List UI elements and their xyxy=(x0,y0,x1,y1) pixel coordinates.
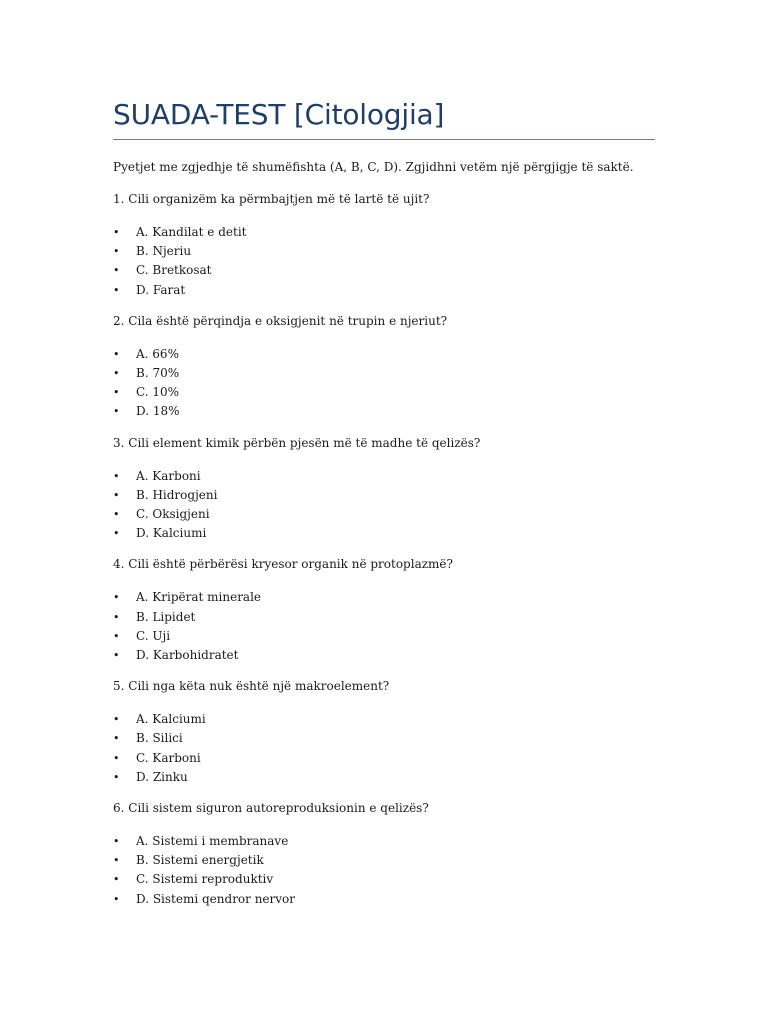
bullet-icon: • xyxy=(113,854,120,868)
answer-option xyxy=(113,870,655,889)
bullet-icon: • xyxy=(113,367,120,381)
answer-option-label: D. Sistemi qendror nervor xyxy=(136,891,296,906)
question-text: 5. Cili nga këta nuk është një makroelement? xyxy=(113,679,390,694)
instructions-paragraph: Pyetjet me zgjedhje të shumëfishta (A, B, C, D). Zgjidhni vetëm një përgjigje të saktë. xyxy=(113,160,634,174)
answer-option-label: C. Uji xyxy=(136,628,171,643)
question-text: 4. Cili është përbërësi kryesor organik në protoplazmë? xyxy=(113,557,453,572)
answer-option xyxy=(113,627,655,646)
answer-option-label: A. Sistemi i membranave xyxy=(136,834,289,849)
answer-option xyxy=(113,383,655,402)
answer-option xyxy=(113,402,655,421)
bullet-icon: • xyxy=(113,649,120,663)
bullet-icon: • xyxy=(113,508,120,522)
question-text: 1. Cili organizëm ka përmbajtjen më të lartë të ujit? xyxy=(113,192,430,206)
answer-option xyxy=(113,524,655,543)
answer-option-label: D. Farat xyxy=(136,282,186,297)
bullet-icon: • xyxy=(113,488,120,502)
bullet-icon: • xyxy=(113,347,120,361)
answer-option xyxy=(113,261,655,280)
question-block xyxy=(113,435,655,544)
answer-option xyxy=(113,223,655,242)
answer-options-list xyxy=(113,345,655,422)
bullet-icon: • xyxy=(113,732,120,746)
question-block xyxy=(113,191,655,300)
answer-option-label: C. Oksigjeni xyxy=(136,507,210,522)
answer-option xyxy=(113,364,655,383)
answer-option-label: B. 70% xyxy=(136,366,180,381)
bullet-icon: • xyxy=(113,629,120,643)
answer-option-label: A. Kalciumi xyxy=(136,712,206,727)
bullet-icon: • xyxy=(113,283,120,297)
bullet-icon: • xyxy=(113,386,120,400)
answer-option xyxy=(113,467,655,486)
answer-option xyxy=(113,281,655,300)
answer-option-label: D. Karbohidratet xyxy=(136,648,239,663)
question-text: 6. Cili sistem siguron autoreproduksionin e qelizës? xyxy=(113,801,429,816)
answer-options-list xyxy=(113,832,655,909)
question-list xyxy=(113,191,655,909)
answer-option xyxy=(113,832,655,851)
answer-options-list xyxy=(113,467,655,544)
answer-option-label: A. Kripërat minerale xyxy=(136,590,262,605)
answer-options-list xyxy=(113,223,655,300)
answer-option-label: B. Sistemi energjetik xyxy=(136,853,264,868)
bullet-icon: • xyxy=(113,610,120,624)
bullet-icon: • xyxy=(113,469,120,483)
answer-option-label: B. Njeriu xyxy=(136,244,192,259)
document-page xyxy=(113,92,655,922)
bullet-icon: • xyxy=(113,835,120,849)
answer-option xyxy=(113,890,655,909)
answer-option-label: C. Karboni xyxy=(136,750,201,765)
bullet-icon: • xyxy=(113,873,120,887)
answer-option xyxy=(113,486,655,505)
answer-option xyxy=(113,768,655,787)
answer-option xyxy=(113,729,655,748)
bullet-icon: • xyxy=(113,751,120,765)
question-text: 3. Cili element kimik përbën pjesën më të madhe të qelizës? xyxy=(113,435,481,450)
question-text: 2. Cila është përqindja e oksigjenit në trupin e njeriut? xyxy=(113,313,448,328)
bullet-icon: • xyxy=(113,264,120,278)
answer-option-label: B. Lipidet xyxy=(136,609,196,624)
answer-option-label: D. Zinku xyxy=(136,769,188,784)
bullet-icon: • xyxy=(113,591,120,605)
answer-options-list xyxy=(113,588,655,665)
answer-option xyxy=(113,588,655,607)
answer-option-label: B. Hidrogjeni xyxy=(136,487,218,502)
question-block xyxy=(113,313,655,422)
bullet-icon: • xyxy=(113,713,120,727)
bullet-icon: • xyxy=(113,770,120,784)
answer-option xyxy=(113,242,655,261)
bullet-icon: • xyxy=(113,892,120,906)
answer-option xyxy=(113,851,655,870)
document-title: SUADA-TEST [Citologjia] xyxy=(113,98,445,131)
bullet-icon: • xyxy=(113,226,120,239)
answer-options-list xyxy=(113,710,655,787)
answer-option-label: D. 18% xyxy=(136,404,180,419)
answer-option-label: A. 66% xyxy=(136,346,179,361)
answer-option xyxy=(113,749,655,768)
bullet-icon: • xyxy=(113,527,120,541)
answer-option xyxy=(113,646,655,665)
answer-option xyxy=(113,710,655,729)
bullet-icon: • xyxy=(113,405,120,419)
question-block xyxy=(113,556,655,665)
answer-option-label: A. Karboni xyxy=(136,468,201,483)
question-block xyxy=(113,678,655,787)
bullet-icon: • xyxy=(113,245,120,259)
answer-option-label: C. Sistemi reproduktiv xyxy=(136,872,274,887)
answer-option-label: C. Bretkosat xyxy=(136,263,212,278)
answer-option xyxy=(113,505,655,524)
answer-option-label: D. Kalciumi xyxy=(136,526,207,541)
answer-option xyxy=(113,608,655,627)
answer-option xyxy=(113,345,655,364)
answer-option-label: B. Silici xyxy=(136,731,183,746)
answer-option-label: A. Kandilat e detit xyxy=(136,225,247,239)
title-underline-divider xyxy=(113,139,655,140)
answer-option-label: C. 10% xyxy=(136,385,180,400)
question-block xyxy=(113,800,655,909)
